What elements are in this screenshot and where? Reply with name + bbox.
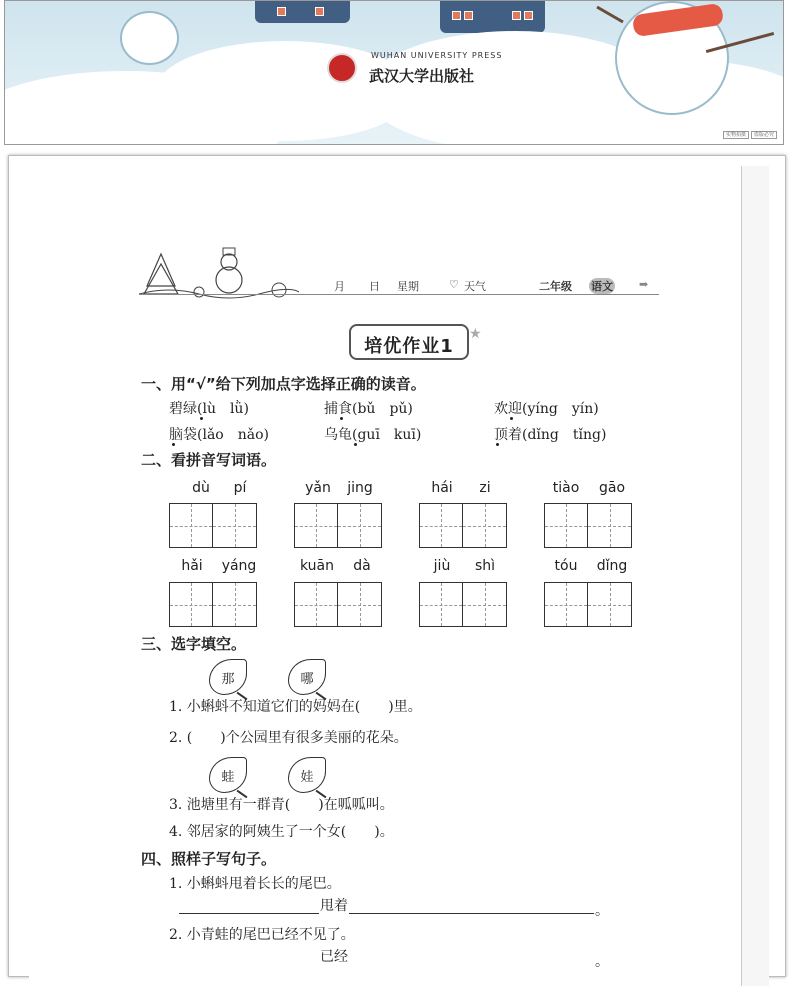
q4-period: 。 <box>595 903 609 919</box>
publisher-emblem-icon <box>327 53 357 83</box>
q4-fill-word: 已经 <box>320 949 348 965</box>
emphasis-dot <box>510 417 513 420</box>
pinyin-label: tiào <box>552 480 580 496</box>
header-weather: 天气 <box>464 280 486 293</box>
q3-sentence: 4. 邻居家的阿姨生了一个女( )。 <box>169 824 394 840</box>
arrow-right-icon: ➡ <box>639 278 649 291</box>
header-day: 日 <box>369 280 380 293</box>
worksheet-header <box>139 246 659 306</box>
character-grid[interactable] <box>169 582 259 627</box>
q2-heading: 二、看拼音写词语。 <box>141 451 277 469</box>
pinyin-label: dà <box>353 558 371 574</box>
pinyin-label: jiù <box>433 558 451 574</box>
leaf-icon: 那 <box>209 659 247 695</box>
publisher-name-en: WUHAN UNIVERSITY PRESS <box>371 51 503 60</box>
emphasis-dot <box>496 443 499 446</box>
pinyin-label: hǎi <box>181 558 203 574</box>
emphasis-dot <box>172 443 175 446</box>
star-icon: ★ <box>469 326 482 342</box>
q1-item: 捕食(bǔ pǔ) <box>324 401 413 417</box>
winter-decoration-icon <box>139 246 299 306</box>
q4-sentence: 1. 小蝌蚪甩着长长的尾巴。 <box>169 876 341 892</box>
character-grid[interactable] <box>419 503 509 548</box>
character-grid[interactable] <box>544 503 634 548</box>
pinyin-label: hái <box>431 480 453 496</box>
character-grid[interactable] <box>169 503 259 548</box>
q1-item: 顶着(dǐng tǐng) <box>494 427 607 443</box>
publisher-logo <box>323 49 503 89</box>
pinyin-label: dǐng <box>596 558 628 574</box>
q3-sentence: 1. 小蝌蚪不知道它们的妈妈在( )里。 <box>169 699 422 715</box>
header-month: 月 <box>334 280 345 293</box>
q1-item: 脑袋(lǎo nǎo) <box>169 427 269 443</box>
leaf-icon: 蛙 <box>209 757 247 793</box>
publisher-name-cn: 武汉大学出版社 <box>369 67 475 85</box>
worksheet-photo <box>8 155 786 977</box>
corner-tags: 实物拍摄 盗版必究 <box>721 131 777 138</box>
character-grid[interactable] <box>294 503 384 548</box>
emphasis-dot <box>340 417 343 420</box>
emphasis-dot <box>200 417 203 420</box>
q3-sentence: 2. ( )个公园里有很多美丽的花朵。 <box>169 730 408 746</box>
title-box <box>349 324 469 360</box>
q1-item: 欢迎(yíng yín) <box>494 401 599 417</box>
weather-icon: ♡ <box>449 278 459 291</box>
q4-sentence: 2. 小青蛙的尾巴已经不见了。 <box>169 927 355 943</box>
pinyin-label: tóu <box>554 558 578 574</box>
pinyin-label: yǎn <box>305 480 331 496</box>
q4-period: 。 <box>595 954 609 970</box>
pinyin-label: jing <box>347 480 373 496</box>
house-illustration <box>255 1 350 23</box>
q4-heading: 四、照样子写句子。 <box>141 850 277 868</box>
character-grid[interactable] <box>544 582 634 627</box>
q3-heading: 三、选字填空。 <box>141 635 247 653</box>
character-grid[interactable] <box>419 582 509 627</box>
emphasis-dot <box>354 443 357 446</box>
header-subject: 语文 <box>591 280 613 293</box>
page-title: 培优作业1 <box>364 336 454 357</box>
pinyin-label: yáng <box>221 558 257 574</box>
pinyin-label: shì <box>474 558 496 574</box>
answer-line[interactable] <box>179 913 319 914</box>
leaf-icon: 哪 <box>288 659 326 695</box>
leaf-icon: 娃 <box>288 757 326 793</box>
worksheet-page <box>29 166 742 986</box>
q1-heading: 一、用“√”给下列加点字选择正确的读音。 <box>141 375 426 393</box>
pinyin-label: zi <box>479 480 491 496</box>
character-grid[interactable] <box>294 582 384 627</box>
pinyin-label: dù <box>192 480 210 496</box>
book-cover-banner <box>4 0 784 145</box>
q3-sentence: 3. 池塘里有一群青( )在呱呱叫。 <box>169 797 394 813</box>
header-grade: 二年级 <box>539 280 572 293</box>
header-weekday: 星期 <box>397 280 419 293</box>
pinyin-label: gāo <box>598 480 626 496</box>
pinyin-label: kuān <box>299 558 334 574</box>
q4-fill-word: 甩着 <box>320 898 348 914</box>
snowman-left-illustration <box>120 11 179 65</box>
pinyin-label: pí <box>233 480 247 496</box>
q1-item: 碧绿(lù lǜ) <box>169 401 249 417</box>
house-illustration <box>440 1 545 33</box>
answer-line[interactable] <box>349 913 594 914</box>
q1-item: 乌龟(guī kuī) <box>324 427 422 443</box>
